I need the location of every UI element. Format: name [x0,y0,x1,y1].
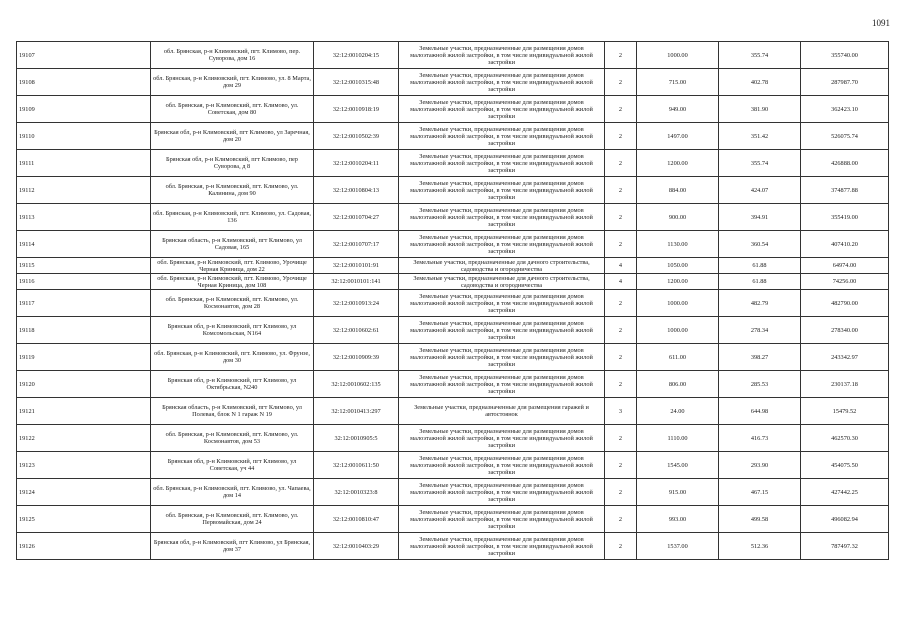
specific-value-cell: 381.90 [719,96,801,123]
table-row [17,290,889,317]
table-row [17,204,889,231]
land-use-cell: Земельные участки, предназначенные для размещения домов малоэтажной жилой застройки, в том числе индивидуальной жилой застройки [399,69,605,96]
row-number: 19111 [17,150,151,177]
cadastral-number-cell: 32:12:0010101:91 [314,258,399,274]
area-cell: 1200.00 [637,274,719,290]
area-cell: 1110.00 [637,425,719,452]
address-cell: обл. Брянская, р-н Климовский, пгт. Климово, Урочище Черная Криница, дом 108 [151,274,314,290]
address-cell: Брянская обл, р-н Климовский, пгт Климово, пер Суворова, д 8 [151,150,314,177]
row-number: 19121 [17,398,151,425]
table-row [17,150,889,177]
cadastral-number-cell: 32:12:0010913:24 [314,290,399,317]
specific-value-cell: 293.90 [719,452,801,479]
land-use-cell: Земельные участки, предназначенные для размещения домов малоэтажной жилой застройки, в том числе индивидуальной жилой застройки [399,150,605,177]
table-row [17,371,889,398]
category-cell: 2 [605,231,637,258]
cadastral-number-cell: 32:12:0010918:19 [314,96,399,123]
category-cell: 2 [605,371,637,398]
address-cell: обл. Брянская, р-н Климовский, пгт. Климово, ул. Фрунзе, дом 30 [151,344,314,371]
area-cell: 611.00 [637,344,719,371]
table-row [17,258,889,274]
row-number: 19126 [17,533,151,560]
land-use-cell: Земельные участки, предназначенные для размещения домов малоэтажной жилой застройки, в том числе индивидуальной жилой застройки [399,479,605,506]
cadastral-value-cell: 243342.97 [801,344,889,371]
area-cell: 884.00 [637,177,719,204]
row-number: 19125 [17,506,151,533]
address-cell: Брянская обл, р-н Климовский, пгт Климово, ул Комсомольская, N164 [151,317,314,344]
cadastral-value-cell: 427442.25 [801,479,889,506]
cadastral-value-cell: 462570.30 [801,425,889,452]
area-cell: 1497.00 [637,123,719,150]
category-cell: 2 [605,506,637,533]
land-use-cell: Земельные участки, предназначенные для размещения домов малоэтажной жилой застройки, в том числе индивидуальной жилой застройки [399,204,605,231]
category-cell: 2 [605,42,637,69]
category-cell: 2 [605,479,637,506]
area-cell: 1545.00 [637,452,719,479]
area-cell: 715.00 [637,69,719,96]
row-number: 19114 [17,231,151,258]
table-row [17,69,889,96]
table-row [17,231,889,258]
cadastral-number-cell: 32:12:0010101:141 [314,274,399,290]
land-use-cell: Земельные участки, предназначенные для размещения домов малоэтажной жилой застройки, в том числе индивидуальной жилой застройки [399,425,605,452]
specific-value-cell: 355.74 [719,150,801,177]
cadastral-value-cell: 355740.00 [801,42,889,69]
table-row [17,452,889,479]
table-row [17,506,889,533]
row-number: 19108 [17,69,151,96]
row-number: 19119 [17,344,151,371]
table-row [17,42,889,69]
cadastral-value-cell: 355419.00 [801,204,889,231]
area-cell: 993.00 [637,506,719,533]
cadastral-number-cell: 32:12:0010611:50 [314,452,399,479]
specific-value-cell: 499.58 [719,506,801,533]
cadastral-value-cell: 374877.88 [801,177,889,204]
area-cell: 1000.00 [637,290,719,317]
area-cell: 1050.00 [637,258,719,274]
category-cell: 2 [605,452,637,479]
row-number: 19122 [17,425,151,452]
cadastral-number-cell: 32:12:0010602:61 [314,317,399,344]
address-cell: обл. Брянская, р-н Климовский, пгт. Климово, Урочище Черная Криница, дом 22 [151,258,314,274]
specific-value-cell: 402.78 [719,69,801,96]
row-number: 19113 [17,204,151,231]
row-number: 19112 [17,177,151,204]
category-cell: 2 [605,533,637,560]
cadastral-value-cell: 278340.00 [801,317,889,344]
cadastral-value-cell: 362423.10 [801,96,889,123]
cadastral-number-cell: 32:12:0010403:29 [314,533,399,560]
land-use-cell: Земельные участки, предназначенные для размещения домов малоэтажной жилой застройки, в том числе индивидуальной жилой застройки [399,533,605,560]
cadastral-value-cell: 407410.20 [801,231,889,258]
cadastral-number-cell: 32:12:0010315:48 [314,69,399,96]
land-use-cell: Земельные участки, предназначенные для размещения домов малоэтажной жилой застройки, в том числе индивидуальной жилой застройки [399,344,605,371]
category-cell: 2 [605,177,637,204]
land-use-cell: Земельные участки, предназначенные для размещения домов малоэтажной жилой застройки, в том числе индивидуальной жилой застройки [399,452,605,479]
cadastral-number-cell: 32:12:0010810:47 [314,506,399,533]
specific-value-cell: 512.36 [719,533,801,560]
cadastral-number-cell: 32:12:0010602:135 [314,371,399,398]
category-cell: 2 [605,317,637,344]
land-use-cell: Земельные участки, предназначенные для размещения домов малоэтажной жилой застройки, в том числе индивидуальной жилой застройки [399,371,605,398]
area-cell: 900.00 [637,204,719,231]
table-row [17,274,889,290]
row-number: 19123 [17,452,151,479]
specific-value-cell: 360.54 [719,231,801,258]
land-use-cell: Земельные участки, предназначенные для размещения домов малоэтажной жилой застройки, в том числе индивидуальной жилой застройки [399,231,605,258]
address-cell: обл. Брянская, р-н Климовский, пгт. Климово, ул. Космонавтов, дом 28 [151,290,314,317]
address-cell: Брянская обл, р-н Климовский, пгт Климово, ул Октябрьская, N240 [151,371,314,398]
address-cell: обл. Брянская, р-н Климовский, пгт. Климово, ул. Чапаева, дом 14 [151,479,314,506]
table-row [17,344,889,371]
table-body [17,42,889,560]
land-use-cell: Земельные участки, предназначенные для размещения домов малоэтажной жилой застройки, в том числе индивидуальной жилой застройки [399,96,605,123]
cadastral-number-cell: 32:12:0010323:8 [314,479,399,506]
cadastral-number-cell: 32:12:0010707:17 [314,231,399,258]
row-number: 19107 [17,42,151,69]
cadastral-value-cell: 15479.52 [801,398,889,425]
land-use-cell: Земельные участки, предназначенные для размещения домов малоэтажной жилой застройки, в том числе индивидуальной жилой застройки [399,317,605,344]
cadastral-number-cell: 32:12:0010502:39 [314,123,399,150]
row-number: 19115 [17,258,151,274]
address-cell: Брянская обл, р-н Климовский, пгт Климово, ул Брянская, дом 37 [151,533,314,560]
cadastral-value-cell: 787497.32 [801,533,889,560]
land-use-cell: Земельные участки, предназначенные для размещения домов малоэтажной жилой застройки, в том числе индивидуальной жилой застройки [399,290,605,317]
category-cell: 2 [605,344,637,371]
area-cell: 915.00 [637,479,719,506]
table-row [17,123,889,150]
specific-value-cell: 482.79 [719,290,801,317]
specific-value-cell: 355.74 [719,42,801,69]
specific-value-cell: 394.91 [719,204,801,231]
cadastral-value-cell: 426888.00 [801,150,889,177]
row-number: 19124 [17,479,151,506]
land-use-cell: Земельные участки, предназначенные для дачного строительства, садоводства и огородничества [399,258,605,274]
table-row [17,398,889,425]
area-cell: 806.00 [637,371,719,398]
category-cell: 4 [605,274,637,290]
specific-value-cell: 467.15 [719,479,801,506]
specific-value-cell: 278.34 [719,317,801,344]
cadastral-number-cell: 32:12:0010905:5 [314,425,399,452]
specific-value-cell: 285.53 [719,371,801,398]
row-number: 19120 [17,371,151,398]
address-cell: обл. Брянская, р-н Климовский, пгт. Климово, ул. Садовая, 136 [151,204,314,231]
table-row [17,533,889,560]
address-cell: обл. Брянская, р-н Климовский, пгт. Климово, ул. Космонавтов, дом 53 [151,425,314,452]
address-cell: обл. Брянская, р-н Климовский, пгт. Климово, ул. Советская, дом 80 [151,96,314,123]
category-cell: 2 [605,425,637,452]
area-cell: 1130.00 [637,231,719,258]
specific-value-cell: 398.27 [719,344,801,371]
specific-value-cell: 61.88 [719,274,801,290]
cadastral-number-cell: 32:12:0010204:11 [314,150,399,177]
table-row [17,479,889,506]
cadastral-value-cell: 64974.00 [801,258,889,274]
category-cell: 2 [605,204,637,231]
address-cell: обл. Брянская, р-н Климовский, пгт. Климово, ул. Калинина, дом 90 [151,177,314,204]
cadastral-value-cell: 526075.74 [801,123,889,150]
row-number: 19118 [17,317,151,344]
table-row [17,96,889,123]
land-use-cell: Земельные участки, предназначенные для размещения домов малоэтажной жилой застройки, в том числе индивидуальной жилой застройки [399,177,605,204]
cadastral-number-cell: 32:12:0010804:13 [314,177,399,204]
cadastral-value-cell: 287987.70 [801,69,889,96]
land-use-cell: Земельные участки, предназначенные для размещения домов малоэтажной жилой застройки, в том числе индивидуальной жилой застройки [399,42,605,69]
table-row [17,317,889,344]
cadastral-value-table [16,41,889,560]
specific-value-cell: 416.73 [719,425,801,452]
specific-value-cell: 424.07 [719,177,801,204]
row-number: 19110 [17,123,151,150]
cadastral-value-cell: 230137.18 [801,371,889,398]
land-use-cell: Земельные участки, предназначенные для дачного строительства, садоводства и огородничества [399,274,605,290]
address-cell: Брянская обл, р-н Климовский, пгт Климово, ул Советская, уч 44 [151,452,314,479]
specific-value-cell: 351.42 [719,123,801,150]
area-cell: 1200.00 [637,150,719,177]
category-cell: 2 [605,96,637,123]
area-cell: 1537.00 [637,533,719,560]
area-cell: 24.00 [637,398,719,425]
table-row [17,425,889,452]
specific-value-cell: 61.88 [719,258,801,274]
address-cell: Брянская обл, р-н Климовский, пгт Климово, ул Заречная, дом 20 [151,123,314,150]
category-cell: 2 [605,69,637,96]
land-use-cell: Земельные участки, предназначенные для размещения гаражей и автостоянок [399,398,605,425]
cadastral-number-cell: 32:12:0010413:297 [314,398,399,425]
category-cell: 2 [605,290,637,317]
cadastral-value-cell: 454075.50 [801,452,889,479]
cadastral-number-cell: 32:12:0010704:27 [314,204,399,231]
category-cell: 2 [605,123,637,150]
area-cell: 1000.00 [637,317,719,344]
cadastral-value-cell: 482790.00 [801,290,889,317]
area-cell: 1000.00 [637,42,719,69]
row-number: 19109 [17,96,151,123]
land-use-cell: Земельные участки, предназначенные для размещения домов малоэтажной жилой застройки, в том числе индивидуальной жилой застройки [399,123,605,150]
category-cell: 2 [605,150,637,177]
address-cell: обл. Брянская, р-н Климовский, пгт. Климово, ул. Первомайская, дом 24 [151,506,314,533]
cadastral-number-cell: 32:12:0010204:15 [314,42,399,69]
address-cell: обл. Брянская, р-н Климовский, пгт. Климово, ул. 8 Марта, дом 29 [151,69,314,96]
area-cell: 949.00 [637,96,719,123]
cadastral-number-cell: 32:12:0010909:39 [314,344,399,371]
category-cell: 3 [605,398,637,425]
cadastral-value-cell: 496082.94 [801,506,889,533]
cadastral-value-cell: 74256.00 [801,274,889,290]
category-cell: 4 [605,258,637,274]
row-number: 19116 [17,274,151,290]
address-cell: обл. Брянская, р-н Климовский, пгт. Климово, пер. Суворова, дом 16 [151,42,314,69]
table-row [17,177,889,204]
address-cell: Брянская область, р-н Климовский, пгт Климово, ул Полевая, блок N 1 гараж N 19 [151,398,314,425]
specific-value-cell: 644.98 [719,398,801,425]
land-use-cell: Земельные участки, предназначенные для размещения домов малоэтажной жилой застройки, в том числе индивидуальной жилой застройки [399,506,605,533]
row-number: 19117 [17,290,151,317]
address-cell: Брянская область, р-н Климовский, пгт Климово, ул Садовая, 165 [151,231,314,258]
page-number: 1091 [872,18,890,28]
